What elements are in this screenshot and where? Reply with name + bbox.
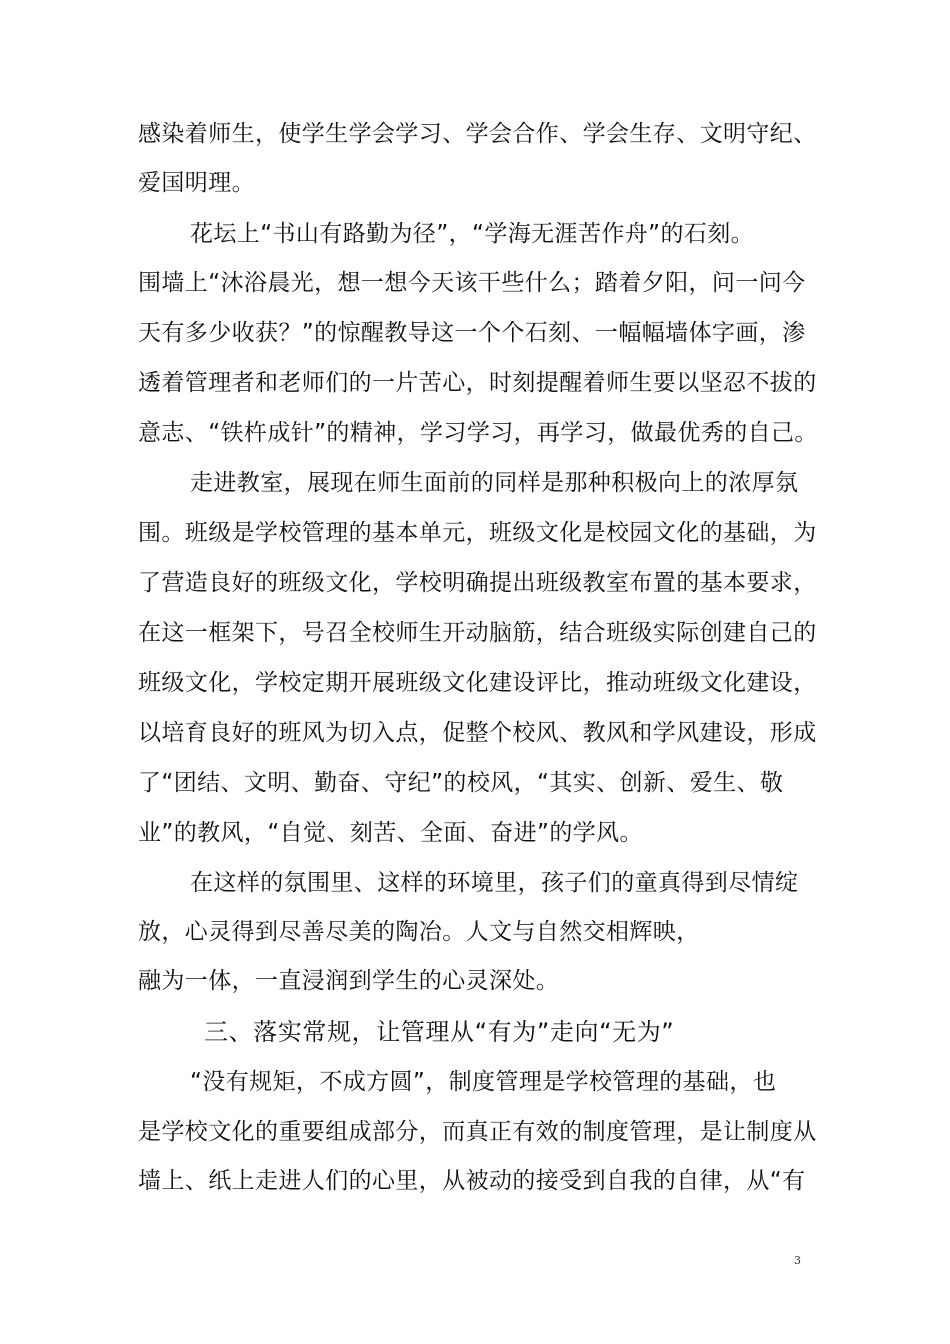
paragraph-line: 业”的教风，“自觉、刻苦、全面、奋进”的学风。 <box>138 820 643 846</box>
paragraph-line: 围墙上“沐浴晨光，想一想今天该干些什么；踏着夕阳，问一问今 <box>138 270 806 296</box>
paragraph-line: 以培育良好的班风为切入点，促整个校风、教风和学风建设，形成 <box>138 720 817 746</box>
paragraph-line: 融为一体，一直浸润到学生的心灵深处。 <box>138 968 560 994</box>
paragraph-line: 了“团结、文明、勤奋、守纪”的校风，“其实、创新、爱生、敬 <box>138 770 784 796</box>
paragraph-line: 在这样的氛围里、这样的环境里，孩子们的童真得到尽情绽 <box>190 870 799 896</box>
paragraph-line: 感染着师生，使学生学会学习、学会合作、学会生存、文明守纪、 <box>138 121 817 147</box>
paragraph-line: 放，心灵得到尽善尽美的陶冶。人文与自然交相辉映， <box>138 919 700 945</box>
paragraph-line: 了营造良好的班级文化，学校明确提出班级教室布置的基本要求， <box>138 570 817 596</box>
page-number: 3 <box>794 1254 801 1267</box>
paragraph-line: 爱国明理。 <box>138 170 255 196</box>
paragraph-line: 走进教室，展现在师生面前的同样是那种积极向上的浓厚氛 <box>190 470 799 496</box>
paragraph-line: 天有多少收获？”的惊醒教导这一个个石刻、一幅幅墙体字画，渗 <box>138 320 806 346</box>
paragraph-line: 在这一框架下，号召全校师生开动脑筋，结合班级实际创建自己的 <box>138 620 817 646</box>
paragraph-line: “没有规矩，不成方圆”，制度管理是学校管理的基础，也 <box>190 1069 777 1095</box>
paragraph-line: 围。班级是学校管理的基本单元，班级文化是校园文化的基础，为 <box>138 520 817 546</box>
paragraph-line: 是学校文化的重要组成部分，而真正有效的制度管理，是让制度从 <box>138 1119 817 1145</box>
paragraph-line: 花坛上“书山有路勤为径”，“学海无涯苦作舟”的石刻。 <box>190 221 755 247</box>
paragraph-line: 班级文化，学校定期开展班级文化建设评比，推动班级文化建设， <box>138 670 817 696</box>
section-heading: 三、落实常规，让管理从“有为”走向“无为” <box>204 1018 675 1046</box>
paragraph-line: 透着管理者和老师们的一片苦心，时刻提醒着师生要以坚忍不拔的 <box>138 370 817 396</box>
paragraph-line: 墙上、纸上走进人们的心里，从被动的接受到自我的自律，从“有 <box>138 1168 806 1194</box>
paragraph-line: 意志、“铁杵成针”的精神，学习学习，再学习，做最优秀的自己。 <box>138 420 818 446</box>
